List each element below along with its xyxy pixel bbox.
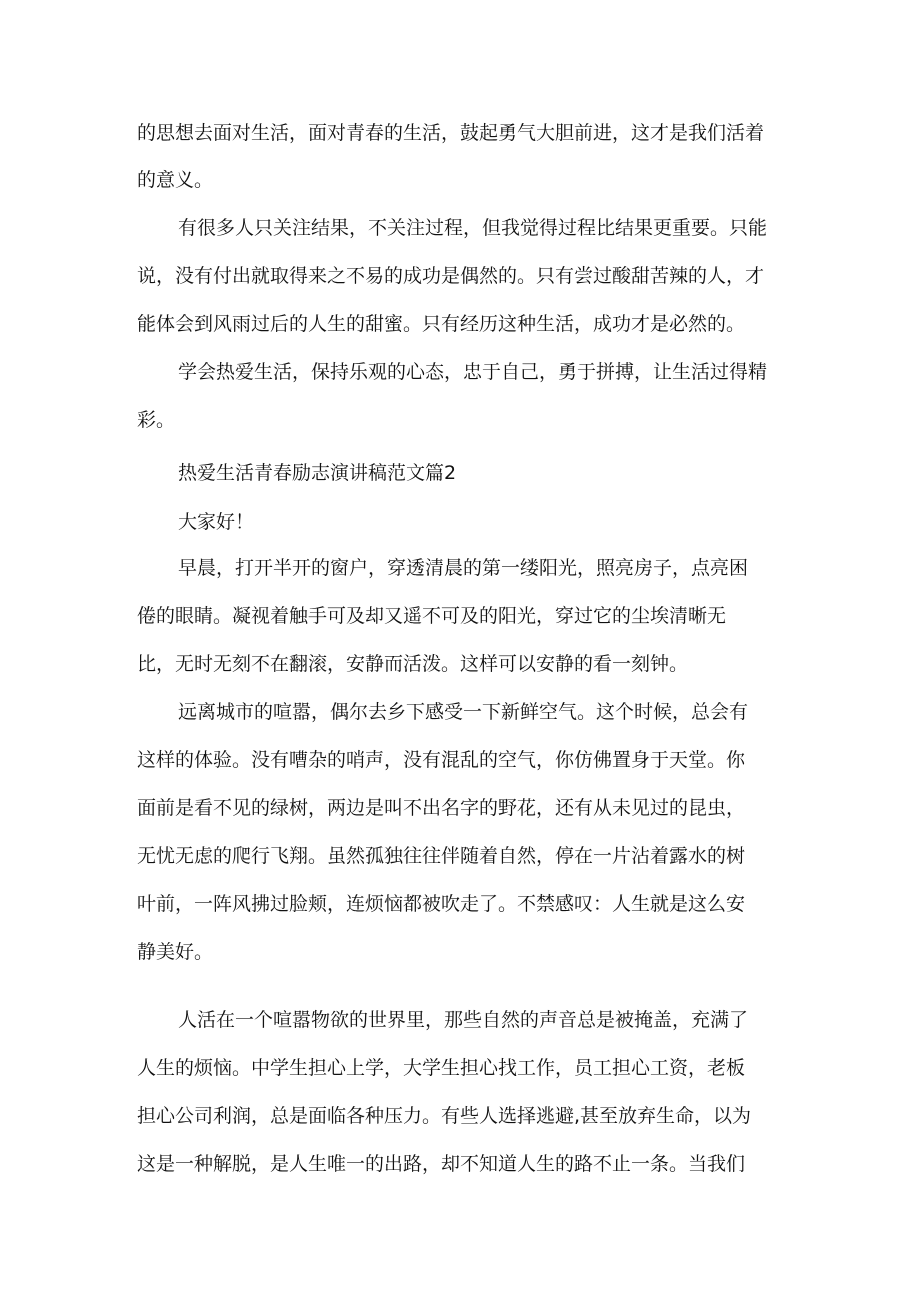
paragraph-line: 这是一种解脱，是人生唯一的出路，却不知道人生的路不止一条。当我们 xyxy=(137,1153,746,1175)
paragraph-line: 早晨，打开半开的窗户，穿透清晨的第一缕阳光，照亮房子，点亮困 xyxy=(178,557,749,579)
paragraph-line: 远离城市的喧嚣，偶尔去乡下感受一下新鲜空气。这个时候，总会有 xyxy=(178,701,749,723)
paragraph-line: 彩。 xyxy=(137,409,176,431)
paragraph-line: 说，没有付出就取得来之不易的成功是偶然的。只有尝过酸甜苦辣的人，才 xyxy=(137,265,765,287)
paragraph-line: 人生的烦恼。中学生担心上学，大学生担心找工作，员工担心工资，老板 xyxy=(137,1057,746,1079)
paragraph-line: 无忧无虑的爬行飞翔。虽然孤独往往伴随着自然，停在一片沾着露水的树 xyxy=(137,845,746,867)
paragraph-line: 担心公司利润，总是面临各种压力。有些人选择逃避,甚至放弃生命，以为 xyxy=(137,1105,752,1127)
paragraph-line: 倦的眼睛。凝视着触手可及却又遥不可及的阳光，穿过它的尘埃清晰无 xyxy=(137,605,727,627)
paragraph-line: 学会热爱生活，保持乐观的心态，忠于自己，勇于拼搏，让生活过得精 xyxy=(178,361,768,383)
paragraph-line: 叶前，一阵风拂过脸颊，连烦恼都被吹走了。不禁感叹：人生就是这么安 xyxy=(137,893,746,915)
section-title: 热爱生活青春励志演讲稿范文篇2 xyxy=(178,462,457,484)
paragraph-line: 的思想去面对生活，面对青春的生活，鼓起勇气大胆前进，这才是我们活着 xyxy=(137,122,765,144)
paragraph-line: 人活在一个喧嚣物欲的世界里，那些自然的声音总是被掩盖，充满了 xyxy=(178,1009,749,1031)
paragraph-line: 这样的体验。没有嘈杂的哨声，没有混乱的空气，你仿佛置身于天堂。你 xyxy=(137,749,746,771)
paragraph-line: 面前是看不见的绿树，两边是叫不出名字的野花，还有从未见过的昆虫， xyxy=(137,797,746,819)
paragraph-line: 有很多人只关注结果，不关注过程，但我觉得过程比结果更重要。只能 xyxy=(178,217,768,239)
greeting-line: 大家好！ xyxy=(178,511,255,533)
paragraph-line: 静美好。 xyxy=(137,941,214,963)
paragraph-line: 能体会到风雨过后的人生的甜蜜。只有经历这种生活，成功才是必然的。 xyxy=(137,313,746,335)
paragraph-line: 的意义。 xyxy=(137,169,214,191)
paragraph-line: 比，无时无刻不在翻滚，安静而活泼。这样可以安静的看一刻钟。 xyxy=(137,653,689,675)
